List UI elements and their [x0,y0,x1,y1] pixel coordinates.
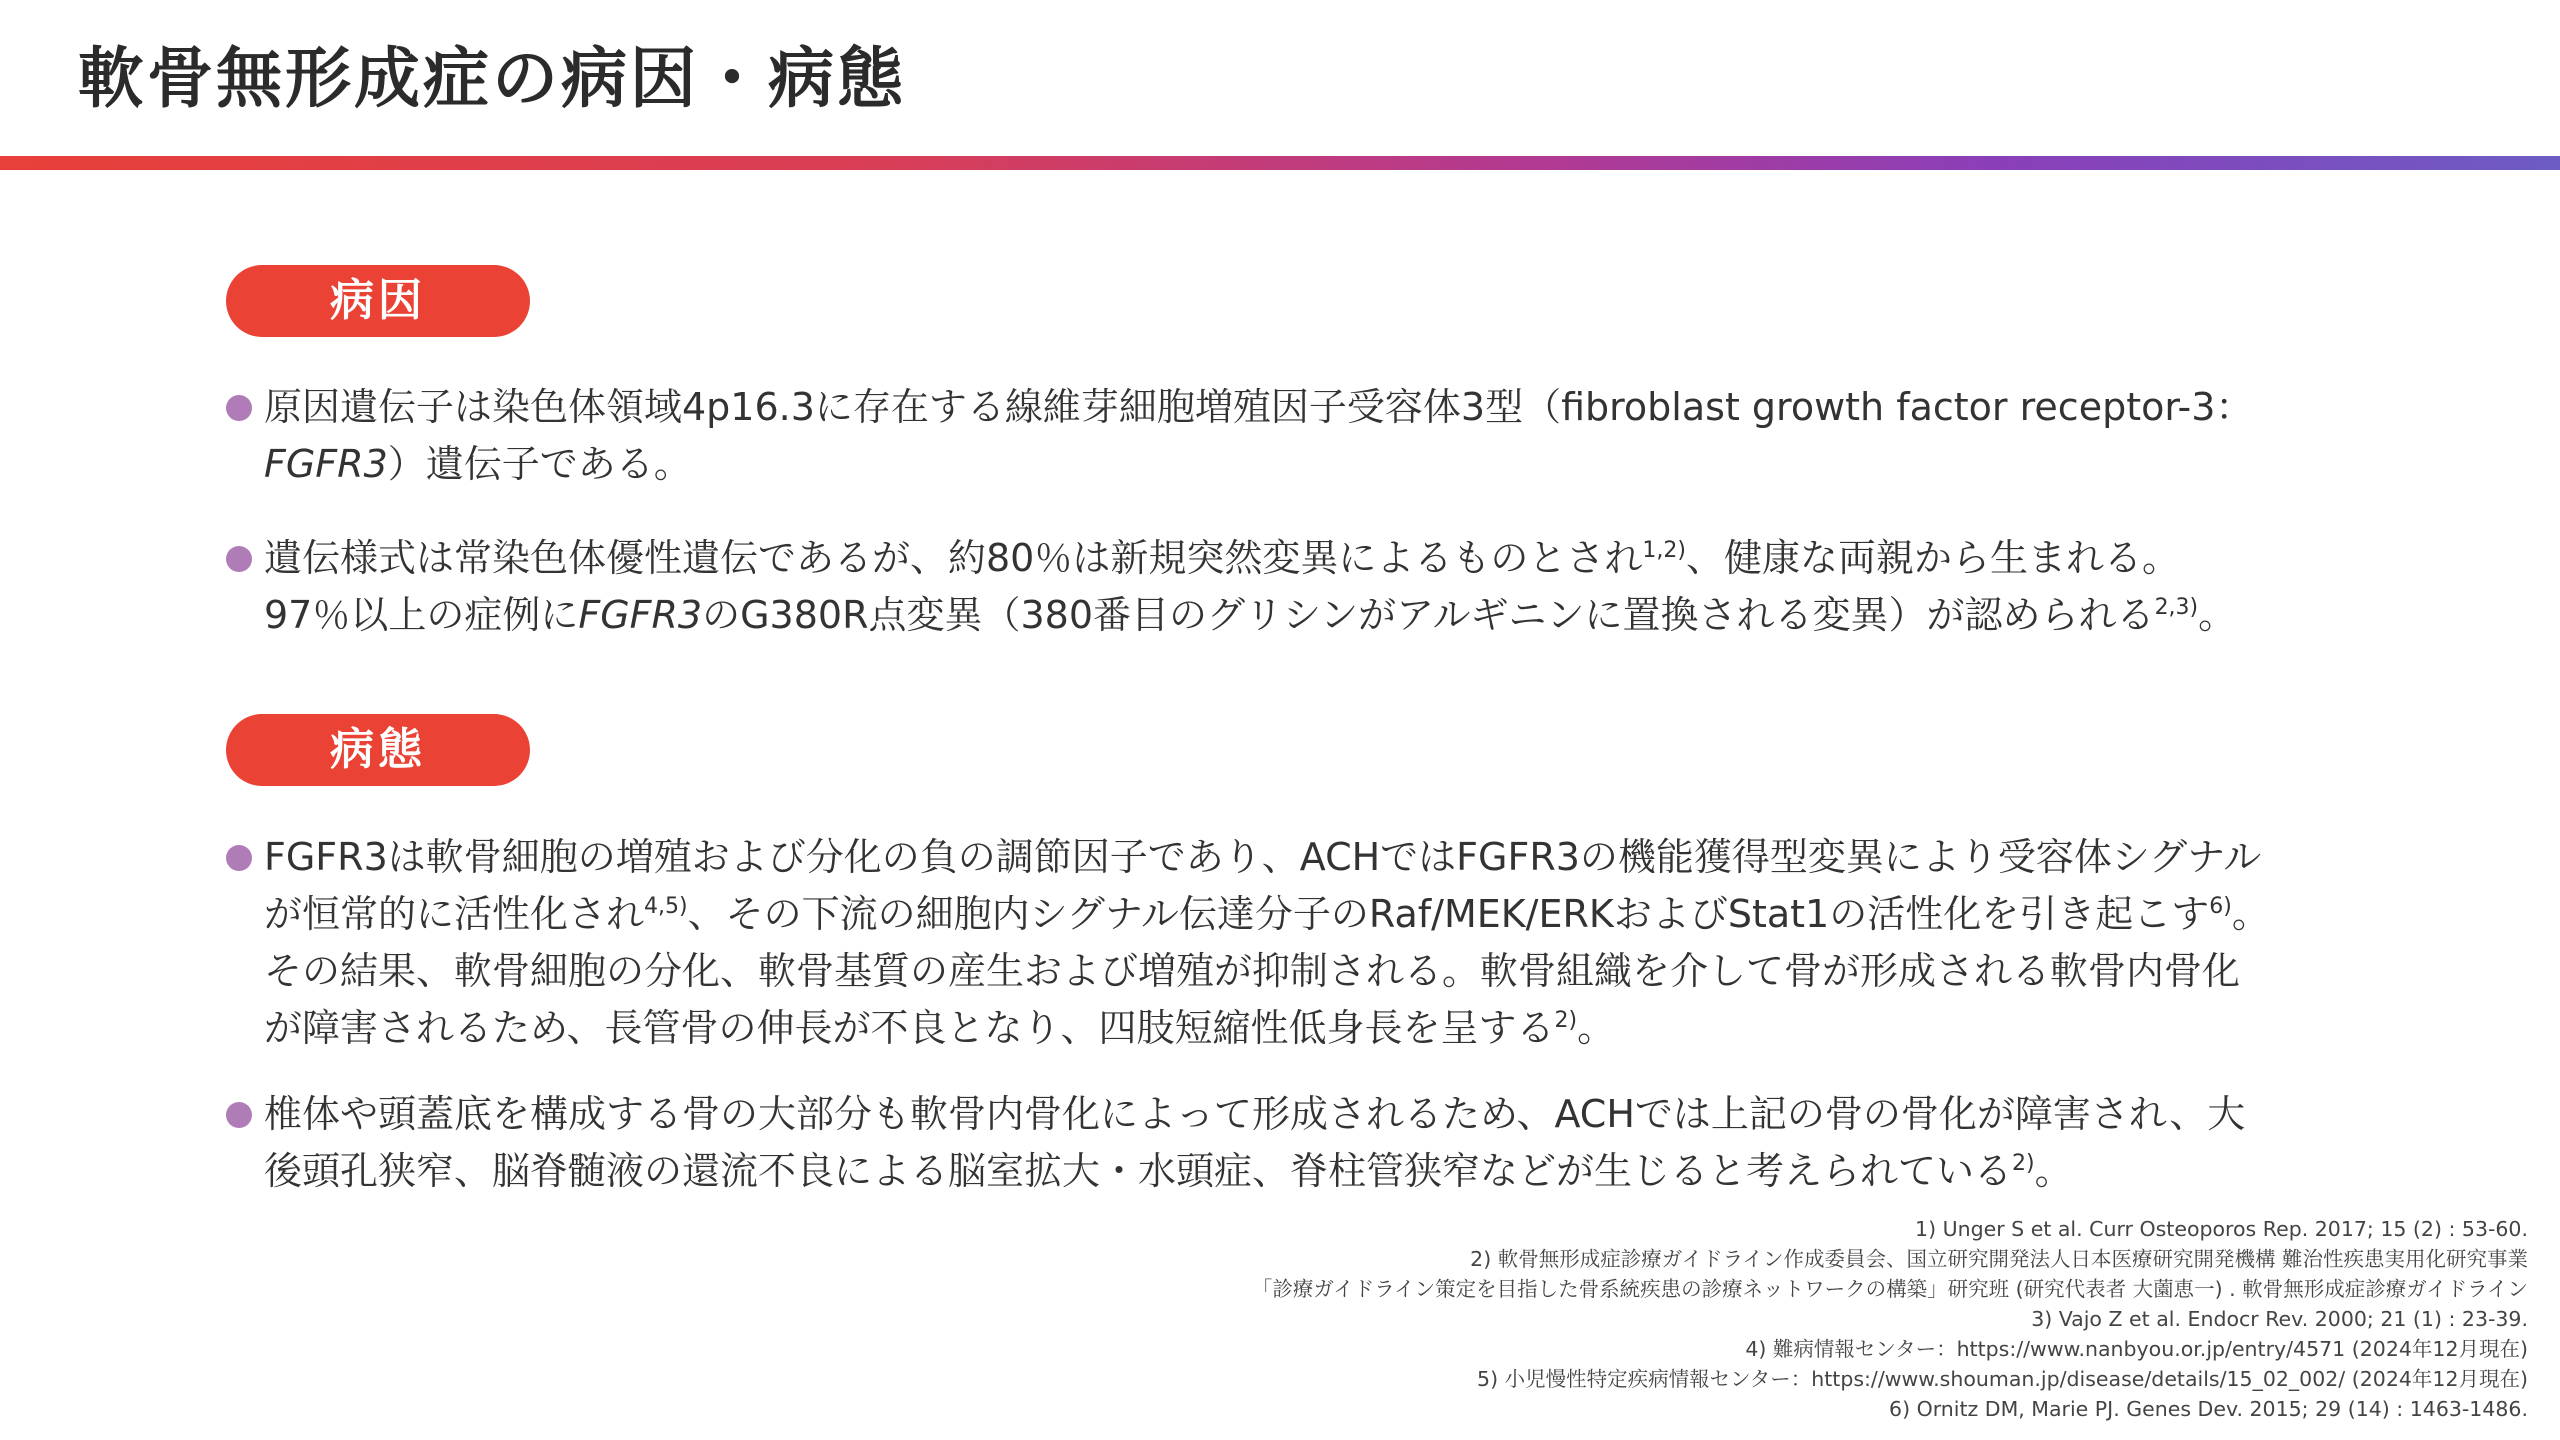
bullet-text: 、健康な両親から生まれる。 [1685,536,2180,580]
citation-superscript: 2) [1554,1008,1578,1033]
bullet-text: 、その下流の細胞内シグナル伝達分子のRaf/MEK/ERKおよびStat1の活性化を引き起こす [687,892,2210,936]
bullet-text: のG380R点変異（380番目のグリシンがアルギニンに置換される変異）が認められる [702,593,2155,637]
bullet-line [264,587,2356,644]
bullet-text: が恒常的に活性化され [264,892,645,936]
bullet-line [264,436,2356,493]
bullet-text: 。 [2198,593,2237,637]
citation-superscript: 4,5) [644,894,688,919]
citation-superscript: 6) [2209,894,2232,919]
reference-item: 2) 軟骨無形成症診療ガイドライン作成委員会、国立研究開発法人日本医療研究開発機構 難治性疾患実用化研究事業 [1470,1247,2528,1271]
bullet-line: 原因遺伝子は染色体領域4p16.3に存在する線維芽細胞増殖因子受容体3型（fibroblast growth factor receptor-3： [264,385,2254,429]
citation-superscript: 2,3) [2154,595,2199,620]
section-label-pathophysiology: 病態 [226,714,530,786]
reference-item: 5) 小児慢性特定疾病情報センター：https://www.shouman.jp/disease/details/15_02_002/ (2024年12月現在) [1477,1367,2528,1391]
gene-name: FGFR3 [264,442,388,486]
bullet-text: ）遺伝子である。 [387,442,692,486]
bullet-text: が障害されるため、長管骨の伸長が不良となり、四肢短縮性低身長を呈する [264,1006,1555,1050]
bullet-text: 。 [2034,1149,2073,1193]
bullet-dot [226,395,252,421]
bullet-text: 97％以上の症例に [264,593,579,637]
bullet-etiology-gene [226,379,2356,493]
bullet-line: FGFR3は軟骨細胞の増殖および分化の負の調節因子であり、ACHではFGFR3の機能獲得型変異により受容体シグナル [264,835,2262,879]
bullet-pathophysiology-fgfr3 [226,829,2356,1057]
references [1252,1214,2528,1424]
bullet-dot [226,546,252,572]
reference-item: 3) Vajo Z et al. Endocr Rev. 2000; 21 (1) : 23-39. [2031,1307,2528,1331]
citation-superscript: 1,2) [1642,538,1686,563]
bullet-etiology-inheritance [226,530,2356,644]
section-label-etiology: 病因 [226,265,530,337]
bullet-line: 椎体や頭蓋底を構成する骨の大部分も軟骨内骨化によって形成されるため、ACHでは上記の骨の骨化が障害され、大 [264,1092,2246,1136]
gene-name: FGFR3 [578,593,703,637]
page-title: 軟骨無形成症の病因・病態 [78,40,906,117]
bullet-line [264,1143,2356,1200]
bullet-text: 遺伝様式は常染色体優性遺伝であるが、約80％は新規突然変異によるものとされ [264,536,1643,580]
bullet-line: その結果、軟骨細胞の分化、軟骨基質の産生および増殖が抑制される。軟骨組織を介して骨が形成される軟骨内骨化 [264,949,2241,993]
reference-item: 4) 難病情報センター：https://www.nanbyou.or.jp/entry/4571 (2024年12月現在) [1745,1337,2528,1361]
bullet-line [264,1000,2356,1057]
reference-item: 1) Unger S et al. Curr Osteoporos Rep. 2017; 15 (2) : 53-60. [1915,1217,2528,1241]
bullet-line [264,530,2356,587]
title-accent-bar [0,156,2560,170]
citation-superscript: 2) [2012,1151,2035,1176]
reference-item: 6) Ornitz DM, Marie PJ. Genes Dev. 2015; 29 (14) : 1463-1486. [1889,1397,2528,1421]
bullet-pathophysiology-skull [226,1086,2356,1200]
bullet-text: 。 [2231,892,2270,936]
bullet-dot [226,1102,252,1128]
bullet-dot [226,845,252,871]
bullet-text: 後頭孔狭窄、脳脊髄液の還流不良による脳室拡大・水頭症、脊柱管狭窄などが生じると考えられている [264,1149,2013,1193]
bullet-text: 。 [1577,1006,1616,1050]
bullet-line [264,886,2356,943]
reference-item: 「診療ガイドライン策定を目指した骨系統疾患の診療ネットワークの構築」研究班 (研究代表者 大薗恵一) . 軟骨無形成症診療ガイドライン [1251,1277,2528,1301]
